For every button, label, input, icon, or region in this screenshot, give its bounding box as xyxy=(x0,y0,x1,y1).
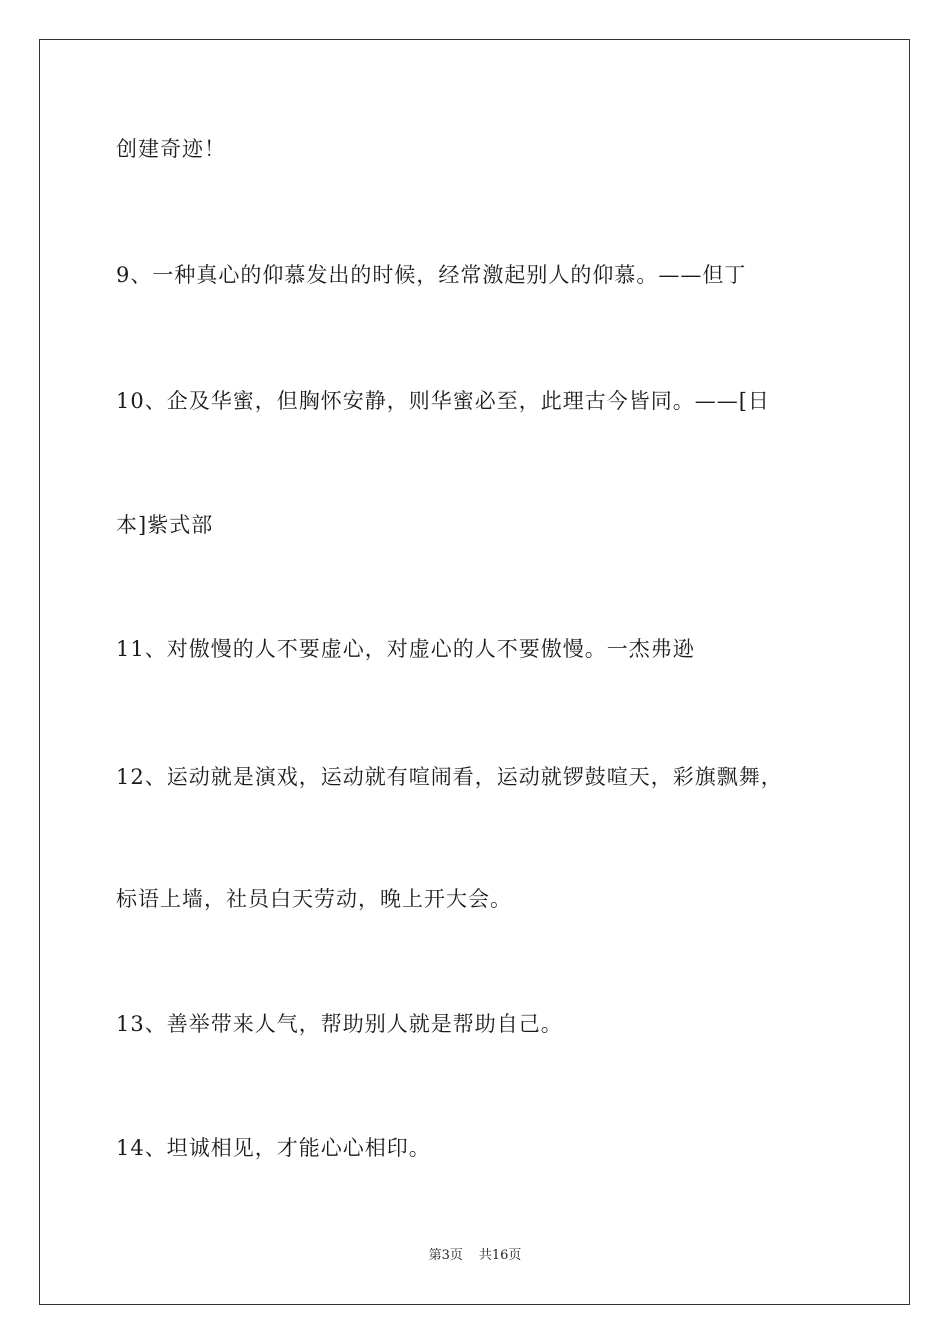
text-line-5: 11、对傲慢的人不要虚心，对虚心的人不要傲慢。一杰弗逊 xyxy=(116,637,695,661)
text-line-9: 14、坦诚相见，才能心心相印。 xyxy=(116,1136,431,1160)
page-footer xyxy=(0,1247,950,1265)
page-number: 第3页 xyxy=(428,1248,463,1263)
text-line-6: 12、运动就是演戏，运动就有喧闹看，运动就锣鼓喧天，彩旗飘舞， xyxy=(116,765,783,789)
text-line-2: 9、一种真心的仰慕发出的时候，经常激起别人的仰慕。——但丁 xyxy=(116,263,747,287)
text-line-1: 创建奇迹！ xyxy=(116,137,226,161)
text-line-8: 13、善举带来人气，帮助别人就是帮助自己。 xyxy=(116,1012,563,1036)
page-border xyxy=(39,39,910,1305)
text-line-4: 本]紫式部 xyxy=(116,513,214,537)
page-total: 共16页 xyxy=(478,1248,522,1263)
text-line-3: 10、企及华蜜，但胸怀安静，则华蜜必至，此理古今皆同。——[日 xyxy=(116,389,770,413)
text-line-7: 标语上墙，社员白天劳动，晚上开大会。 xyxy=(116,887,512,911)
